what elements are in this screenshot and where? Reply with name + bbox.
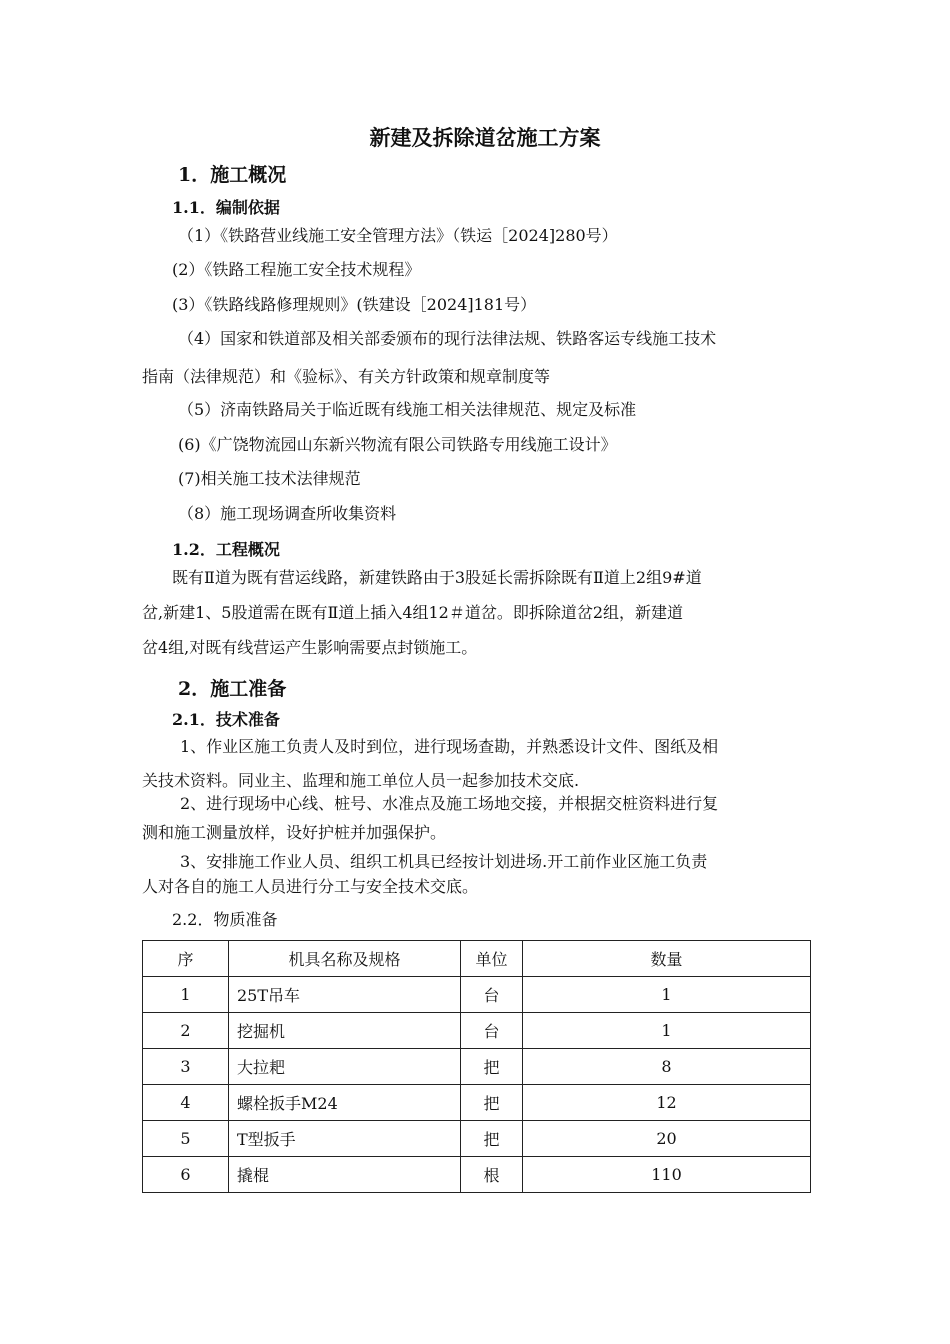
row-unit: 台	[461, 1013, 523, 1049]
basis-item-7: (7)相关施工技术法律规范	[178, 469, 361, 488]
row-quantity: 1	[523, 1013, 811, 1049]
header-unit: 单位	[461, 941, 523, 977]
row-index: 6	[143, 1157, 229, 1193]
tech-prep-line-1: 1、作业区施工负责人及时到位，进行现场查勘，并熟悉设计文件、图纸及相	[180, 737, 719, 756]
section-2-heading: 2．施工准备	[178, 678, 287, 700]
header-index: 序	[143, 941, 229, 977]
basis-item-6: (6)《广饶物流园山东新兴物流有限公司铁路专用线施工设计》	[178, 435, 617, 454]
table-row	[143, 1157, 811, 1193]
overview-line-2: 岔,新建1、5股道需在既有Ⅱ道上插入4组12＃道岔。即拆除道岔2组，新建道	[142, 603, 684, 622]
tech-prep-line-2: 关技术资料。同业主、监理和施工单位人员一起参加技术交底.	[142, 771, 580, 790]
basis-item-1: （1）《铁路营业线施工安全管理方法》（铁运［2024]280号）	[178, 226, 618, 245]
row-equipment: 挖掘机	[229, 1013, 461, 1049]
header-equipment: 机具名称及规格	[229, 941, 461, 977]
row-equipment: 25T吊车	[229, 977, 461, 1013]
row-unit: 把	[461, 1085, 523, 1121]
row-quantity: 12	[523, 1085, 811, 1121]
basis-item-3: (3）《铁路线路修理规则》(铁建设［2024]181号）	[172, 295, 537, 314]
tech-prep-line-6: 人对各自的施工人员进行分工与安全技术交底。	[142, 877, 479, 896]
row-index: 3	[143, 1049, 229, 1085]
table-row	[143, 977, 811, 1013]
section-2-1-heading: 2.1．技术准备	[172, 710, 280, 729]
row-quantity: 1	[523, 977, 811, 1013]
overview-line-1: 既有Ⅱ道为既有营运线路，新建铁路由于3股延长需拆除既有Ⅱ道上2组9#道	[172, 568, 702, 587]
overview-line-3: 岔4组,对既有线营运产生影响需要点封锁施工。	[142, 638, 478, 657]
tech-prep-line-5: 3、安排施工作业人员、组织工机具已经按计划进场.开工前作业区施工负责	[180, 852, 708, 871]
header-quantity: 数量	[523, 941, 811, 977]
row-equipment: 大拉耙	[229, 1049, 461, 1085]
basis-item-4: （4）国家和铁道部及相关部委颁布的现行法律法规、铁路客运专线施工技术	[178, 329, 717, 348]
table-row	[143, 1085, 811, 1121]
section-2-2-heading: 2.2．物质准备	[172, 910, 278, 929]
tech-prep-line-4: 测和施工测量放样，设好护桩并加强保护。	[142, 823, 447, 842]
row-index: 2	[143, 1013, 229, 1049]
table-row	[143, 1121, 811, 1157]
row-unit: 台	[461, 977, 523, 1013]
basis-item-4-cont: 指南（法律规范）和《验标》、有关方针政策和规章制度等	[142, 367, 551, 386]
table-row	[143, 1049, 811, 1085]
table-row	[143, 1013, 811, 1049]
basis-item-8: （8）施工现场调查所收集资料	[178, 504, 397, 523]
row-index: 5	[143, 1121, 229, 1157]
row-unit: 把	[461, 1049, 523, 1085]
section-1-heading: 1．施工概况	[178, 164, 287, 186]
row-unit: 把	[461, 1121, 523, 1157]
document-title: 新建及拆除道岔施工方案	[369, 125, 601, 150]
tech-prep-line-3: 2、进行现场中心线、桩号、水准点及施工场地交接，并根据交桩资料进行复	[180, 794, 719, 813]
table-header-row	[143, 941, 811, 977]
basis-item-2: (2）《铁路工程施工安全技术规程》	[172, 260, 421, 279]
row-index: 1	[143, 977, 229, 1013]
row-equipment: 螺栓扳手M24	[229, 1085, 461, 1121]
basis-item-5: （5）济南铁路局关于临近既有线施工相关法律规范、规定及标准	[178, 400, 637, 419]
row-equipment: 撬棍	[229, 1157, 461, 1193]
row-equipment: T型扳手	[229, 1121, 461, 1157]
row-quantity: 110	[523, 1157, 811, 1193]
row-unit: 根	[461, 1157, 523, 1193]
materials-table	[142, 940, 811, 1193]
row-quantity: 20	[523, 1121, 811, 1157]
section-1-2-heading: 1.2．工程概况	[172, 540, 280, 559]
section-1-1-heading: 1.1．编制依据	[172, 198, 280, 217]
row-quantity: 8	[523, 1049, 811, 1085]
row-index: 4	[143, 1085, 229, 1121]
